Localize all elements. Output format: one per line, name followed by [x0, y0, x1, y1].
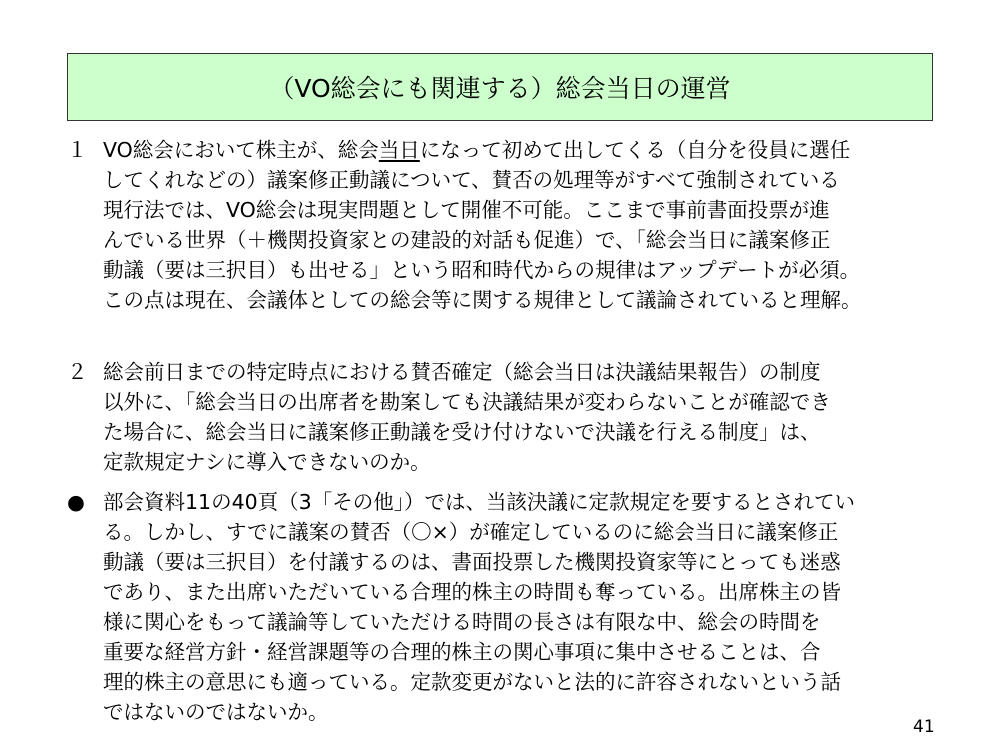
bullet-line: ではないのではないか。 [103, 700, 329, 724]
bullet-line: 動議（要は三択目）を付議するのは、書面投票した機関投資家等にとっても迷惑 [103, 550, 841, 574]
item-2-line: 定款規定ナシに導入できないのか。 [103, 450, 431, 474]
item-marker: １ [67, 138, 88, 162]
item-1-line: 動議（要は三択目）も出せる」という昭和時代からの規律はアップデートが必須。 [103, 258, 861, 282]
item-1-line: してくれなどの）議案修正動議について、賛否の処理等がすべて強制されている [103, 168, 840, 192]
bullet-line: 理的株主の意思にも適っている。定款変更がないと法的に許容されないという話 [103, 670, 841, 694]
slide-title: （VO総会にも関連する）総会当日の運営 [269, 74, 731, 103]
item-2-line: た場合に、総会当日に議案修正動議を受け付けないで決議を行える制度」は、 [103, 420, 821, 444]
bullet-line: であり、また出席いただいている合理的株主の時間も奪っている。出席株主の皆 [103, 580, 841, 604]
item-1-line-1: VO総会において株主が、総会当日になって初めて出してくる（自分を役員に選任 [103, 138, 851, 162]
item-1-line: この点は現在、会議体としての総会等に関する規律として議論されていると理解。 [103, 288, 862, 312]
bullet-line: る。しかし、すでに議案の賛否（〇×）が確定しているのに総会当日に議案修正 [103, 520, 839, 544]
underlined-text: 当日 [378, 138, 420, 162]
item-marker: ２ [67, 360, 88, 384]
item-1-line: んでいる世界（＋機関投資家との建設的対話も促進）で、「総会当日に議案修正 [103, 228, 831, 252]
item-2-line: 以外に、「総会当日の出席者を勘案しても決議結果が変わらないことが確認でき [103, 390, 831, 414]
item-1-line: 現行法では、VO総会は現実問題として開催不可能。ここまで事前書面投票が進 [103, 198, 830, 222]
bullet-icon: ● [67, 490, 85, 514]
bullet-line: 部会資料11の40頁（3「その他」）では、当該決議に定款規定を要するとされてい [103, 490, 855, 514]
bullet-line: 様に関心をもって議論等していただける時間の長さは有限な中、総会の時間を [103, 610, 821, 634]
item-2-line: 総会前日までの特定時点における賛否確定（総会当日は決議結果報告）の制度 [103, 360, 821, 384]
page-number: 41 [913, 717, 935, 737]
bullet-line: 重要な経営方針・経営課題等の合理的株主の関心事項に集中させることは、合 [103, 640, 821, 664]
